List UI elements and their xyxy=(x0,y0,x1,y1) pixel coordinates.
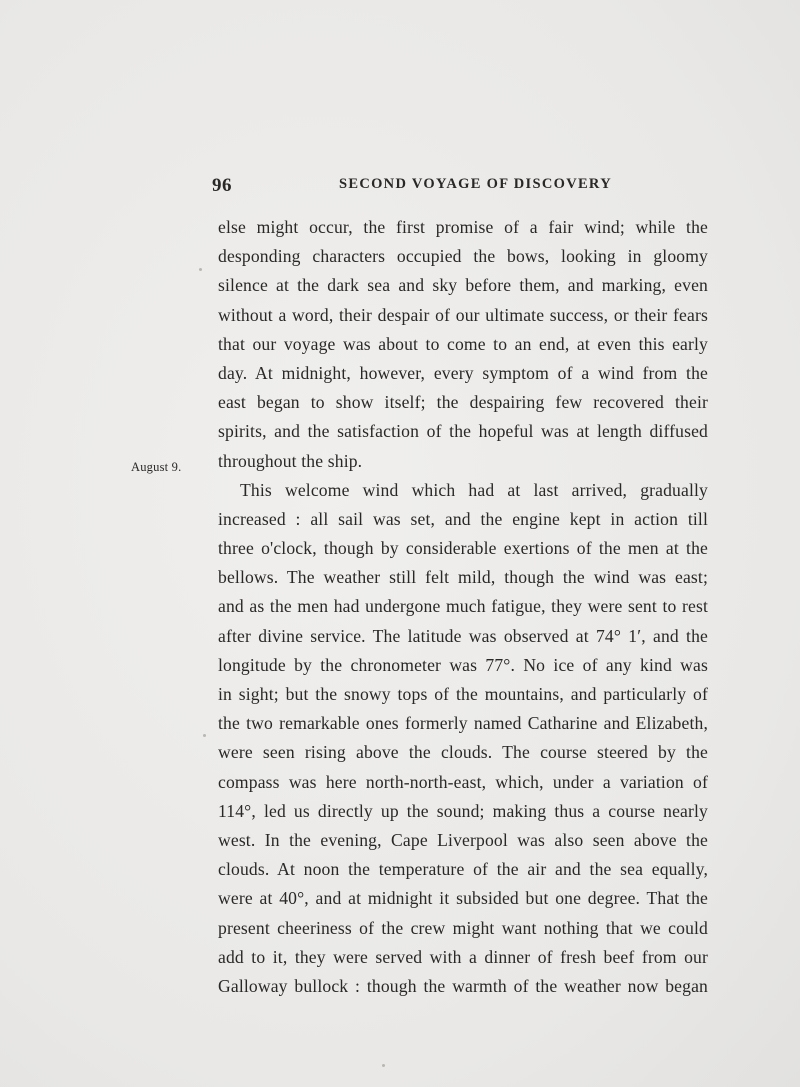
running-title: SECOND VOYAGE OF DISCOVERY xyxy=(339,176,612,192)
text-line: desponding characters occupied the bows, looking in gloomy xyxy=(218,246,708,267)
text-line: Galloway bullock : though the warmth of the weather now began xyxy=(218,975,708,996)
text-line: spirits, and the satisfaction of the hopeful was at length diffused xyxy=(218,421,708,442)
text-line: add to it, they were served with a dinner of fresh beef from our xyxy=(218,946,708,967)
text-line: that our voyage was about to come to an end, at even this early xyxy=(218,333,708,354)
text-line: were seen rising above the clouds. The course steered by the xyxy=(218,742,708,763)
page-number: 96 xyxy=(212,175,232,196)
text-line: and as the men had undergone much fatigue, they were sent to rest xyxy=(218,596,708,617)
margin-date-note: August 9. xyxy=(131,460,182,474)
text-line: the two remarkable ones formerly named Catharine and Elizabeth, xyxy=(218,713,708,734)
text-line: This welcome wind which had at last arrived, gradually xyxy=(240,479,708,500)
body-text xyxy=(218,213,708,1001)
text-line: in sight; but the snowy tops of the mountains, and particularly of xyxy=(218,684,708,704)
paper-speck xyxy=(203,734,206,737)
text-line: without a word, their despair of our ultimate success, or their fears xyxy=(218,304,708,325)
text-line: silence at the dark sea and sky before them, and marking, even xyxy=(218,275,708,296)
text-line: throughout the ship. xyxy=(218,450,363,471)
text-line: else might occur, the first promise of a fair wind; while the xyxy=(218,217,708,237)
paper-speck xyxy=(199,268,202,271)
text-line: were at 40°, and at midnight it subsided but one degree. That the xyxy=(218,888,708,909)
text-line: compass was here north-north-east, which, under a variation of xyxy=(218,771,708,792)
text-line: increased : all sail was set, and the engine kept in action till xyxy=(218,508,708,529)
text-line: clouds. At noon the temperature of the air and the sea equally, xyxy=(218,859,708,880)
text-line: longitude by the chronometer was 77°. No ice of any kind was xyxy=(218,654,708,675)
text-line: three o'clock, though by considerable exertions of the men at the xyxy=(218,538,708,559)
paper-speck xyxy=(382,1064,385,1067)
text-line: day. At midnight, however, every symptom of a wind from the xyxy=(218,362,708,383)
text-line: present cheeriness of the crew might want nothing that we could xyxy=(218,917,708,938)
text-line: 114°, led us directly up the sound; making thus a course nearly xyxy=(218,800,708,821)
text-line: east began to show itself; the despairing few recovered their xyxy=(218,392,708,413)
running-head xyxy=(0,175,800,199)
text-line: west. In the evening, Cape Liverpool was also seen above the xyxy=(218,829,708,850)
text-line: bellows. The weather still felt mild, though the wind was east; xyxy=(218,567,708,588)
text-line: after divine service. The latitude was observed at 74° 1′, and the xyxy=(218,625,708,646)
